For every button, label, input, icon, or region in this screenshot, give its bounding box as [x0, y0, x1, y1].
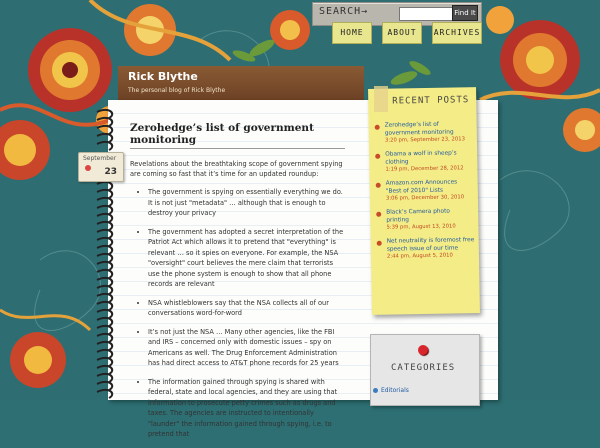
- category-link-editorials[interactable]: Editorials: [381, 387, 409, 394]
- bullet-icon: [373, 388, 378, 393]
- tape-decoration: [374, 86, 388, 112]
- post-list-item: • It’s not just the NSA … Many other agencies, like the FBI and IRS – concerned only with domestic issues – spy on Americans as well. The Drug Enforcement Administration has had direct access to AT&T phone records for 25 years: [148, 327, 345, 369]
- recent-post-link[interactable]: Zerohedge’s list of government monitoring: [384, 121, 454, 137]
- nav-archives-tab[interactable]: ARCHIVES: [432, 22, 482, 44]
- recent-post-link[interactable]: Amazon.com Announces "Best of 2010" Lists: [385, 179, 458, 195]
- bullet-icon: [377, 241, 382, 246]
- pushpin-icon: [418, 345, 428, 355]
- post-title[interactable]: Zerohedge’s list of government monitoring: [130, 122, 345, 149]
- recent-post-link[interactable]: Obama a wolf in sheep’s clothing: [385, 150, 457, 166]
- post-date-tab: [78, 152, 124, 182]
- list-item: [375, 150, 473, 174]
- nav-about-tab[interactable]: ABOUT: [382, 22, 422, 44]
- post-date-day: 23: [104, 167, 117, 177]
- pin-icon: [85, 165, 91, 171]
- list-item: [377, 237, 475, 261]
- post-date-month: September: [83, 155, 117, 162]
- blog-title[interactable]: Rick Blythe: [128, 70, 198, 83]
- post-list: [130, 187, 345, 440]
- blog-header: [118, 66, 364, 104]
- list-item: [375, 121, 473, 145]
- categories-title: CATEGORIES: [391, 363, 456, 373]
- list-item: [376, 179, 474, 203]
- recent-post-link[interactable]: Black’s Camera photo printing: [386, 208, 450, 224]
- recent-post-date: 1:19 pm, December 28, 2012: [385, 165, 464, 173]
- post-intro: Revelations about the breathtaking scope of government spying are coming so fast that it’s time for an updated roundup:: [130, 160, 343, 178]
- recent-posts-title: RECENT POSTS: [392, 95, 470, 107]
- find-it-button[interactable]: Find It: [452, 5, 478, 21]
- post-list-item: • The information gained through spying is shared with federal, state and local agencies, and they are using that information to prosecute petty crimes such as drugs and taxes. The agencies are instructed to intentionally "launder" the information gained through spying, i.e. to pretend that: [148, 377, 345, 440]
- recent-post-date: 3:20 pm, September 23, 2013: [384, 136, 466, 144]
- post-list-item: • The government has adopted a secret interpretation of the Patriot Act which allows it to pretend that "everything" is relevant … so it spies on everyone. For example, the NSA "oversight" court believes the mere claim that terrorists use the phone system is enough to show that all phone records are relevant: [148, 227, 345, 290]
- post-list-item: • The government is spying on essentially everything we do. It is not just "metadata" … although that is enough to destroy your privacy: [148, 187, 345, 219]
- list-item: [376, 208, 474, 232]
- post-list-item: • NSA whistleblowers say that the NSA collects all of our conversations word-for-word: [148, 298, 345, 319]
- bullet-icon: [375, 125, 380, 130]
- nav-home-tab[interactable]: HOME: [332, 22, 372, 44]
- post-content: [130, 122, 345, 448]
- spiral-binding: [95, 106, 119, 400]
- blog-tagline: The personal blog of Rick Blythe: [128, 87, 226, 94]
- bullet-icon: [376, 183, 381, 188]
- recent-post-date: 5:39 pm, August 13, 2010: [386, 223, 456, 231]
- recent-posts-list: [375, 121, 476, 268]
- recent-posts-widget: [368, 87, 480, 315]
- bullet-icon: [376, 212, 381, 217]
- bullet-icon: [375, 154, 380, 159]
- recent-post-link[interactable]: Net neutrality is foremost free speech issue of our time: [386, 237, 475, 253]
- recent-post-date: 2:44 pm, August 5, 2010: [386, 252, 453, 260]
- search-label: SEARCH→: [319, 6, 369, 17]
- categories-widget: [370, 334, 480, 406]
- recent-post-date: 3:06 pm, December 30, 2010: [385, 194, 465, 202]
